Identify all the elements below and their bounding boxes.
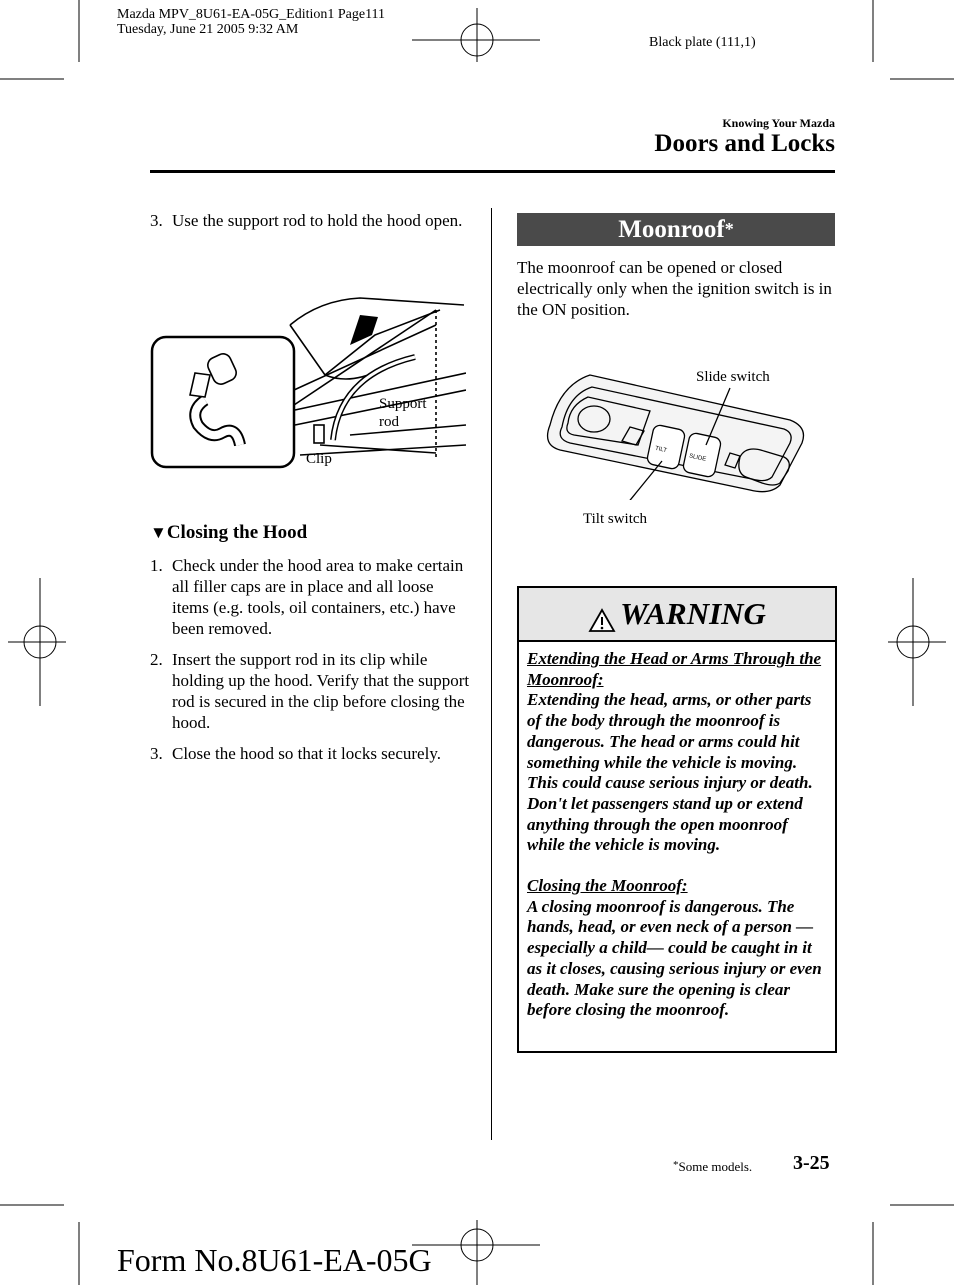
header-rule	[150, 170, 835, 173]
moonroof-intro: The moonroof can be opened or closed electrically only when the ignition switch is in the ON position.	[517, 258, 832, 319]
list-item: 1. Check under the hood area to make certain all filler caps are in place and all loose items (e.g. tools, oil containers, etc.) have been removed.	[150, 556, 464, 638]
warning-title: WARNING	[620, 596, 766, 631]
footnote: *Some models.	[673, 1159, 753, 1174]
closing-hood-heading: ▼Closing the Hood	[150, 522, 308, 543]
print-file-line: Mazda MPV_8U61-EA-05G_Edition1 Page111	[117, 7, 386, 22]
step-open-hood: 3. Use the support rod to hold the hood open.	[150, 211, 463, 230]
warning-text-closing: A closing moonroof is dangerous. The hands, head, or even neck of a person —especially a child— could be caught in it as it closes, causing serious injury or even death. Make sure the opening is clear before closing the moonroof.	[527, 896, 822, 1020]
label-support: Support	[379, 396, 427, 412]
print-plate: Black plate (111,1)	[649, 35, 756, 50]
print-date-line: Tuesday, June 21 2005 9:32 AM	[117, 22, 299, 37]
form-number: Form No.8U61-EA-05G	[117, 1242, 432, 1278]
label-clip: Clip	[306, 451, 332, 467]
page-number: 3-25	[793, 1152, 830, 1174]
warning-body	[519, 642, 835, 1021]
footnote-asterisk: *	[673, 1159, 679, 1171]
label-rod: rod	[379, 414, 399, 430]
triangle-marker-icon: ▼	[150, 523, 167, 542]
tilt-button-text: TILT	[654, 445, 668, 455]
closing-hood-steps	[150, 555, 472, 774]
section-title: Doors and Locks	[654, 130, 835, 157]
moonroof-section-bar: Moonroof*	[517, 213, 835, 246]
list-item: 3. Close the hood so that it locks securely.	[150, 744, 441, 763]
warning-header	[519, 588, 835, 642]
label-tilt-switch: Tilt switch	[583, 511, 648, 527]
warning-box	[517, 586, 837, 1053]
warning-heading-closing: Closing the Moonroof:	[527, 876, 688, 896]
list-item: 2. Insert the support rod in its clip while holding up the hood. Verify that the support rod is secured in the clip before closing the hood.	[150, 650, 470, 732]
warning-heading-extending: Extending the Head or Arms Through the Moonroof:	[527, 649, 822, 689]
column-divider	[491, 208, 492, 1140]
warning-text-extending: Extending the head, arms, or other parts of the body through the moonroof is dangerous. The head or arms could hit something while the vehicle is moving. This could cause serious injury or death. Don't let passengers stand up or extend anything through the open moonroof while the vehicle is moving.	[527, 690, 813, 855]
support-rod-illustration	[150, 295, 466, 475]
warning-triangle-icon	[588, 608, 616, 633]
chapter-title: Knowing Your Mazda	[722, 116, 835, 130]
slide-button-text: SLIDE	[688, 453, 707, 463]
label-slide-switch: Slide switch	[696, 369, 770, 385]
asterisk-mark: *	[724, 219, 734, 239]
